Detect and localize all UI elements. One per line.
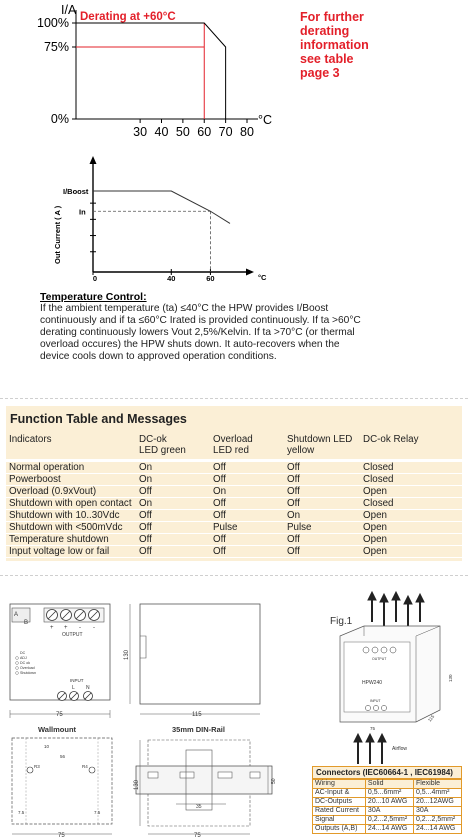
table-cell: Closed	[360, 497, 462, 509]
boost-x-tick-label: 0	[92, 274, 98, 283]
table-cell: Rated Current	[313, 807, 366, 816]
table-header-row	[6, 434, 462, 460]
table-cell: DC-Outputs	[313, 798, 366, 807]
header-indicators: Indicators	[6, 434, 136, 460]
table-row	[313, 825, 462, 834]
table-cell: Off	[210, 545, 284, 557]
boost-x-tick-label: 60	[206, 274, 215, 283]
front-input-l: L	[72, 685, 75, 691]
fig-depth: 115	[426, 713, 436, 723]
fig-model: HPW240	[362, 680, 383, 686]
table-cell: Temperature shutdown	[6, 533, 136, 545]
temperature-control	[40, 291, 435, 363]
front-minus: -	[79, 625, 81, 631]
derating-ylabel: I/A	[61, 3, 77, 17]
table-cell: 0,5...4mm²	[413, 789, 461, 798]
derating-x-tick-label: 60	[197, 125, 212, 139]
table-cell: Shutdown with 10..30Vdc	[6, 509, 136, 521]
derating-xlabel: °C	[258, 113, 273, 127]
derating-title: Derating at +60°C	[80, 11, 176, 23]
table-cell: Shutdown with open contact	[6, 497, 136, 509]
boost-chart	[30, 152, 280, 287]
table-cell: Solid	[365, 780, 413, 789]
front-dc: DC	[20, 651, 26, 655]
header-text: LED green	[139, 445, 186, 456]
table-cell: Off	[136, 545, 210, 557]
table-cell: Open	[360, 485, 462, 497]
table-row	[6, 521, 462, 533]
dinrail-title: 35mm DIN-Rail	[172, 725, 225, 734]
table-cell: Off	[284, 545, 360, 557]
dinrail-height: 130	[134, 779, 140, 790]
table-cell: Off	[136, 509, 210, 521]
derating-note	[300, 10, 420, 80]
temperature-control-text: If the ambient temperature (ta) ≤40°C the HPW provides I/Boost	[40, 303, 329, 314]
front-width: 75	[56, 712, 63, 718]
table-cell: Input voltage low or fail	[6, 545, 136, 557]
table-cell: Off	[136, 533, 210, 545]
table-cell: Off	[284, 485, 360, 497]
side-view-drawing	[118, 600, 268, 720]
temperature-control-text: derating continuously lowers Vout 2,5%/Kelvin. If ta >70°C (or thermal	[40, 327, 355, 338]
table-cell: 20...10 AWG	[365, 798, 413, 807]
table-row	[6, 545, 462, 557]
wallmount-dim: 7.5	[94, 810, 101, 815]
function-table	[6, 406, 462, 561]
front-dcok: DC ok	[20, 661, 30, 665]
table-cell: Open	[360, 545, 462, 557]
table-cell: Off	[284, 497, 360, 509]
table-row	[6, 533, 462, 545]
table-row	[6, 509, 462, 521]
wallmount-drawing	[4, 724, 122, 840]
table-cell: On	[136, 460, 210, 473]
fig-width: 75	[370, 726, 376, 731]
front-label-b: B	[24, 620, 29, 626]
temperature-control-text: continuously and if ta ≤60°C Irated is provided continuously. If ta >60°C	[40, 315, 361, 326]
front-input-n: N	[86, 685, 90, 691]
fig-input-terminals	[365, 705, 386, 710]
note-line: derating	[300, 24, 350, 38]
boost-y-tick-label: I/Boost	[63, 187, 89, 196]
front-plus: +	[64, 625, 68, 631]
note-line: information	[300, 38, 369, 52]
derating-y-tick-label: 100%	[37, 16, 69, 30]
note-line: For further	[300, 10, 364, 24]
wallmount-dim: 56	[60, 754, 66, 759]
airflow-in-arrows	[354, 734, 386, 764]
table-row	[313, 789, 462, 798]
boost-y-tick-label: In	[79, 207, 86, 217]
wallmount-dim: R4	[82, 764, 88, 769]
boost-x-arrow-icon	[246, 269, 254, 276]
table-cell: 0,2...2,5mm²	[365, 816, 413, 825]
table-cell: 24...14 AWG	[413, 825, 461, 834]
table-cell: Off	[136, 485, 210, 497]
function-table-grid	[6, 434, 462, 558]
table-cell: Shutdown with <500mVdc	[6, 521, 136, 533]
wallmount-dim: 7.5	[18, 810, 25, 815]
table-row	[6, 485, 462, 497]
connectors-table	[312, 766, 462, 834]
front-shutdown: Shutdown	[20, 671, 36, 675]
fig-title: Fig.1	[330, 616, 353, 627]
header-text: Shutdown LED	[287, 434, 353, 445]
table-cell: On	[136, 473, 210, 485]
table-header-row	[313, 780, 462, 789]
table-cell: Outputs (A,B)	[313, 825, 366, 834]
derating-x-tick-label: 40	[154, 125, 169, 139]
note-line: page 3	[300, 66, 340, 80]
table-row	[313, 816, 462, 825]
table-row	[6, 460, 462, 473]
derating-x-tick-label: 30	[133, 125, 148, 139]
derating-x-tick-label: 80	[240, 125, 254, 139]
fig-airflow-label: Airflow	[392, 746, 408, 752]
table-row	[6, 473, 462, 485]
table-cell: Open	[360, 509, 462, 521]
derating-x-tick-label: 50	[175, 125, 190, 139]
mount-hole-icon	[27, 767, 33, 773]
wallmount-width: 75	[58, 833, 65, 839]
table-cell: Off	[284, 460, 360, 473]
boost-curve	[93, 191, 230, 223]
table-row	[313, 798, 462, 807]
table-cell: On	[284, 509, 360, 521]
note-line: see table	[300, 52, 354, 66]
temperature-control-title: Temperature Control:	[40, 291, 147, 303]
header-shutdown	[284, 434, 360, 460]
table-cell: Off	[210, 497, 284, 509]
connectors-title: Connectors (IEC60664-1 , IEC61984)	[312, 766, 462, 779]
wallmount-title: Wallmount	[38, 725, 77, 734]
output-terminals	[44, 608, 104, 622]
table-cell: Closed	[360, 473, 462, 485]
side-depth: 115	[192, 712, 202, 718]
front-label-a: A	[14, 612, 19, 618]
front-plus: +	[50, 625, 54, 631]
table-cell: AC-Input &	[313, 789, 366, 798]
table-cell: Open	[360, 533, 462, 545]
derating-x-tick-label: 70	[218, 125, 233, 139]
table-cell: 30A	[365, 807, 413, 816]
header-overload	[210, 434, 284, 460]
temperature-control-text: device cools down to approved operation conditions.	[40, 351, 277, 362]
dinrail-drawing	[130, 724, 280, 840]
boost-x-tick-label: 40	[167, 274, 176, 283]
dinrail-rail: 50	[271, 778, 277, 784]
table-cell: Pulse	[210, 521, 284, 533]
derating-chart	[0, 0, 290, 145]
table-cell: On	[136, 497, 210, 509]
table-cell: Off	[136, 521, 210, 533]
table-cell: Open	[360, 521, 462, 533]
divider	[0, 398, 468, 399]
wallmount-dim: 10	[44, 744, 50, 749]
table-cell: Powerboost	[6, 473, 136, 485]
table-cell: 20...12AWG	[413, 798, 461, 807]
table-cell: Overload (0.9xVout)	[6, 485, 136, 497]
table-cell: Flexible	[413, 780, 461, 789]
boost-y-arrow-icon	[90, 156, 97, 164]
table-cell: 0,5...6mm²	[365, 789, 413, 798]
airflow-figure	[300, 590, 465, 766]
table-row	[6, 497, 462, 509]
table-cell: 24...14 AWG	[365, 825, 413, 834]
derating-y-tick-label: 75%	[43, 40, 69, 54]
side-height: 130	[124, 649, 130, 660]
wallmount-dim: R3	[34, 764, 40, 769]
table-cell: Normal operation	[6, 460, 136, 473]
table-cell: Closed	[360, 460, 462, 473]
derating-curve	[76, 23, 226, 119]
table-cell: Off	[284, 533, 360, 545]
table-cell: Wiring	[313, 780, 366, 789]
table-cell: Off	[210, 473, 284, 485]
front-adj: ADJ	[20, 656, 27, 660]
table-cell: 30A	[413, 807, 461, 816]
temperature-control-text: overload occures) the HPW shuts down. It auto-recovers when the	[40, 339, 340, 350]
table-cell: Off	[210, 460, 284, 473]
table-cell: Signal	[313, 816, 366, 825]
boost-ylabel: Out Current ( A )	[53, 205, 62, 264]
front-output-label: OUTPUT	[62, 632, 83, 638]
connectors-grid	[312, 779, 462, 834]
table-cell: Pulse	[284, 521, 360, 533]
table-cell: 0,2...2,5mm²	[413, 816, 461, 825]
fig-output: OUTPUT	[372, 657, 387, 661]
front-overload: Overload	[20, 666, 35, 670]
dinrail-width: 75	[194, 833, 201, 839]
header-text: LED red	[213, 445, 249, 456]
header-text: yellow	[287, 445, 315, 456]
fig-input: INPUT	[370, 699, 381, 703]
fig-height: 130	[448, 674, 453, 682]
table-cell: Off	[284, 473, 360, 485]
front-view-drawing	[6, 600, 126, 720]
front-input-label: INPUT	[70, 678, 84, 683]
header-dcok	[136, 434, 210, 460]
boost-xlabel: °C	[258, 273, 267, 282]
front-minus: -	[93, 625, 95, 631]
dinrail-rail2: 35	[196, 804, 202, 810]
table-cell: Off	[210, 533, 284, 545]
table-row	[313, 807, 462, 816]
table-cell: On	[210, 485, 284, 497]
divider	[0, 575, 468, 576]
header-text: Overload	[213, 434, 253, 445]
function-table-title: Function Table and Messages	[10, 412, 187, 426]
airflow-up-arrows	[368, 592, 424, 626]
header-text: DC-ok	[139, 434, 167, 445]
table-cell: Off	[210, 509, 284, 521]
input-terminals	[58, 692, 93, 701]
derating-y-tick-label: 0%	[50, 112, 69, 126]
header-relay: DC-ok Relay	[360, 434, 462, 460]
mount-hole-icon	[89, 767, 95, 773]
